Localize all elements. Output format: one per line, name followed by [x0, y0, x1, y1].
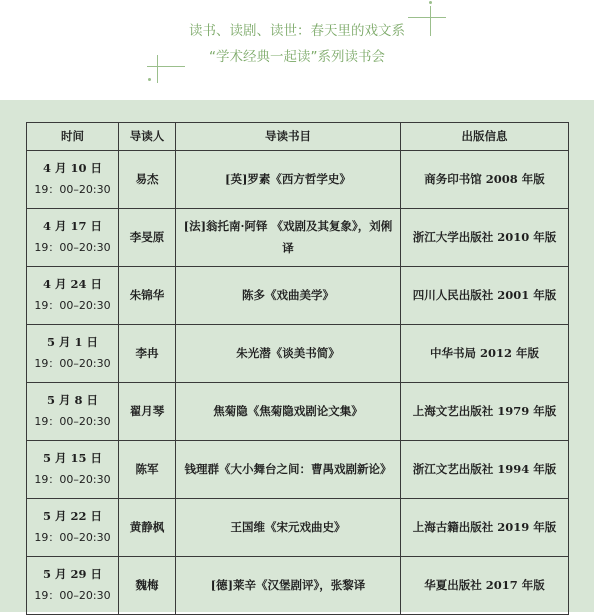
date-text: 5 月 1 日 [46, 335, 98, 350]
publisher-cell: 华夏出版社 2017 年版 [401, 557, 569, 615]
hour-text: 19：00–20:30 [34, 588, 111, 602]
table-row [27, 557, 569, 615]
time-cell [27, 499, 119, 557]
table-row [27, 499, 569, 557]
book-cell: 钱理群《大小舞台之间：曹禺戏剧新论》 [176, 441, 401, 499]
book-cell: 陈多《戏曲美学》 [176, 267, 401, 325]
header [0, 0, 594, 96]
column-header-leader: 导读人 [119, 123, 176, 151]
event-title: 读书、读剧、读世：春天里的戏文系 [189, 23, 405, 39]
leader-cell: 陈军 [119, 441, 176, 499]
time-cell [27, 151, 119, 209]
hour-text: 19：00–20:30 [34, 356, 111, 370]
publisher-cell: 浙江文艺出版社 1994 年版 [401, 441, 569, 499]
decor-dot-bottom [148, 78, 151, 81]
date-text: 4 月 17 日 [42, 219, 103, 234]
time-cell [27, 441, 119, 499]
decor-line-bottom-horizontal [147, 66, 185, 67]
decor-line-top-horizontal [408, 17, 446, 18]
date-text: 4 月 10 日 [42, 161, 103, 176]
time-cell [27, 325, 119, 383]
event-subtitle: “学术经典一起读”系列读书会 [209, 49, 385, 65]
leader-cell: 易杰 [119, 151, 176, 209]
publisher-cell: 浙江大学出版社 2010 年版 [401, 209, 569, 267]
leader-cell: 黄静枫 [119, 499, 176, 557]
leader-cell: 魏梅 [119, 557, 176, 615]
time-cell [27, 383, 119, 441]
publisher-cell: 中华书局 2012 年版 [401, 325, 569, 383]
time-cell [27, 209, 119, 267]
hour-text: 19：00–20:30 [34, 182, 111, 196]
time-cell [27, 267, 119, 325]
date-text: 5 月 8 日 [46, 393, 98, 408]
decor-dot-top [429, 1, 432, 4]
table-header-row [27, 123, 569, 151]
book-cell: 朱光潜《谈美书简》 [176, 325, 401, 383]
publisher-cell: 上海文艺出版社 1979 年版 [401, 383, 569, 441]
book-cell: 王国维《宋元戏曲史》 [176, 499, 401, 557]
table-row [27, 383, 569, 441]
hour-text: 19：00–20:30 [34, 414, 111, 428]
hour-text: 19：00–20:30 [34, 530, 111, 544]
book-cell: 焦菊隐《焦菊隐戏剧论文集》 [176, 383, 401, 441]
table-row [27, 209, 569, 267]
hour-text: 19：00–20:30 [34, 240, 111, 254]
table-row [27, 151, 569, 209]
date-text: 4 月 24 日 [42, 277, 103, 292]
leader-cell: 李冉 [119, 325, 176, 383]
schedule-panel [0, 100, 594, 612]
table-row [27, 267, 569, 325]
hour-text: 19：00–20:30 [34, 472, 111, 486]
book-cell: [德]莱辛《汉堡剧评》，张黎译 [176, 557, 401, 615]
decor-line-bottom-vertical [157, 55, 158, 83]
date-text: 5 月 15 日 [42, 451, 103, 466]
leader-cell: 李旻原 [119, 209, 176, 267]
publisher-cell: 商务印书馆 2008 年版 [401, 151, 569, 209]
decor-line-top-vertical [430, 6, 431, 36]
column-header-book: 导读书目 [176, 123, 401, 151]
publisher-cell: 上海古籍出版社 2019 年版 [401, 499, 569, 557]
publisher-cell: 四川人民出版社 2001 年版 [401, 267, 569, 325]
column-header-time: 时间 [27, 123, 119, 151]
table-row [27, 325, 569, 383]
schedule-table [26, 122, 569, 615]
date-text: 5 月 29 日 [42, 567, 103, 582]
date-text: 5 月 22 日 [42, 509, 103, 524]
hour-text: 19：00–20:30 [34, 298, 111, 312]
book-cell: [英]罗素《西方哲学史》 [176, 151, 401, 209]
time-cell [27, 557, 119, 615]
book-cell: [法]翁托南·阿铎 《戏剧及其复象》，刘俐译 [176, 209, 401, 267]
column-header-publisher: 出版信息 [401, 123, 569, 151]
table-row [27, 441, 569, 499]
leader-cell: 翟月琴 [119, 383, 176, 441]
leader-cell: 朱锦华 [119, 267, 176, 325]
